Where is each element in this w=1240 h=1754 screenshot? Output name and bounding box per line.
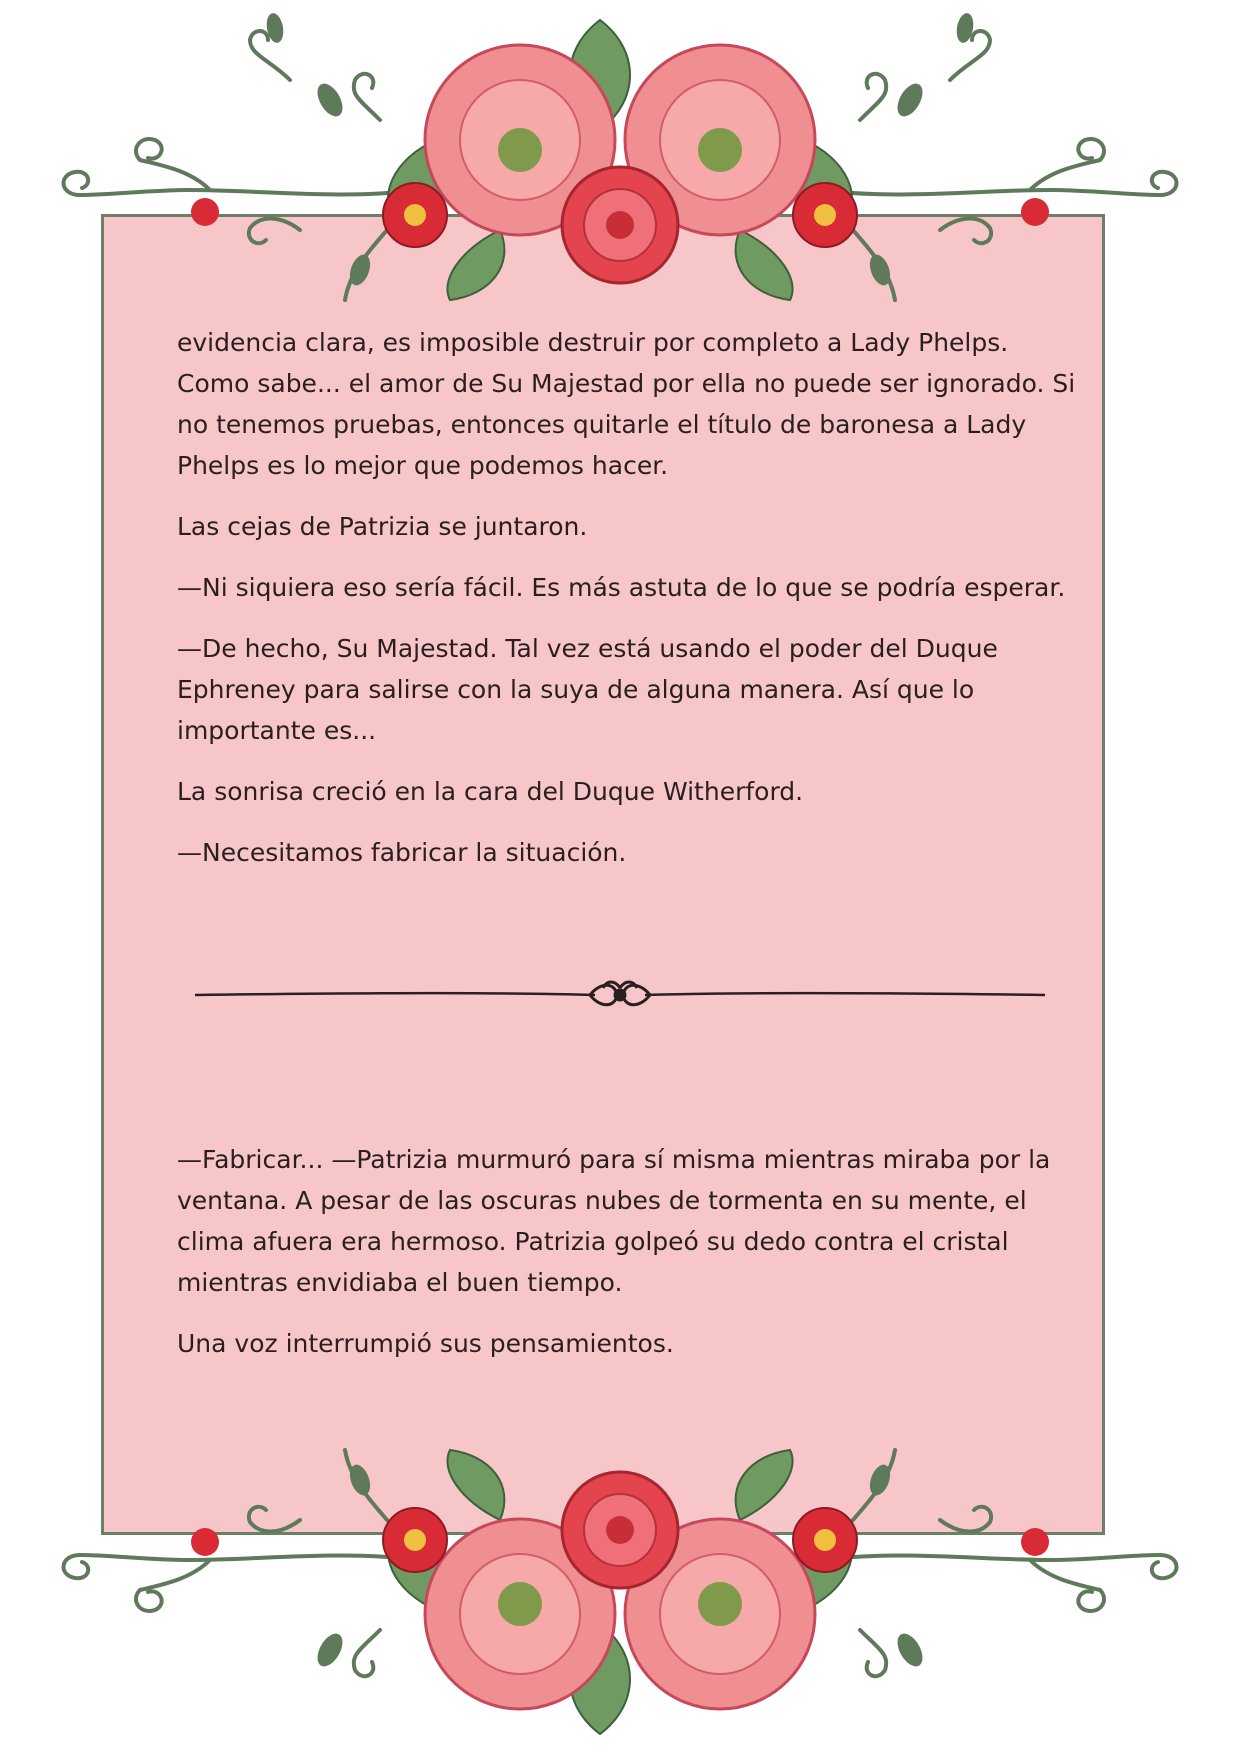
text-block-top <box>177 322 1077 893</box>
paragraph: evidencia clara, es imposible destruir por completo a Lady Phelps. Como sabe... el amor de Su Majestad por ella no puede ser ignorado. Si no tenemos pruebas, entonces quitarle el título de baronesa a Lady Phelps es lo mejor que podemos hacer. <box>177 328 1076 480</box>
paragraph: —Fabricar... —Patrizia murmuró para sí misma mientras miraba por la ventana. A pesar de las oscuras nubes de tormenta en su mente, el clima afuera era hermoso. Patrizia golpeó su dedo contra el cristal mientras envidiaba el buen tiempo. <box>177 1145 1051 1297</box>
paragraph: La sonrisa creció en la cara del Duque Witherford. <box>177 777 804 806</box>
paragraph: Una voz interrumpió sus pensamientos. <box>177 1329 674 1358</box>
bottom-floral-ornament <box>0 1420 1240 1754</box>
paragraph: Las cejas de Patrizia se juntaron. <box>177 512 588 541</box>
paragraph: —Ni siquiera eso sería fácil. Es más astuta de lo que se podría esperar. <box>177 573 1066 602</box>
paragraph: —De hecho, Su Majestad. Tal vez está usando el poder del Duque Ephreney para salirse con la suya de alguna manera. Así que lo importante es... <box>177 634 998 745</box>
paragraph: —Necesitamos fabricar la situación. <box>177 838 627 867</box>
scroll-divider-icon <box>195 970 1045 1020</box>
text-block-bottom <box>177 1139 1077 1384</box>
top-floral-ornament <box>0 0 1240 330</box>
